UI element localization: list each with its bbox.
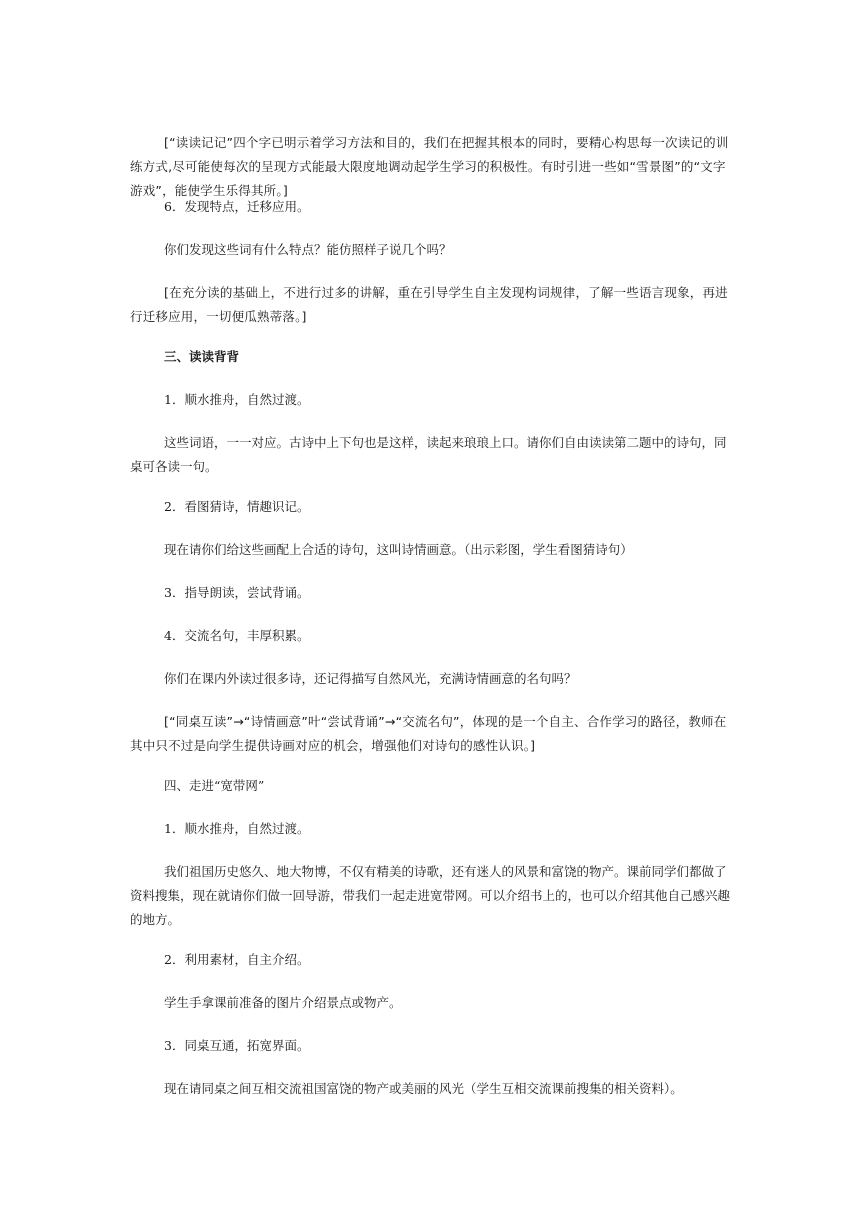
- step-heading: 6．发现特点，迁移应用。: [164, 199, 310, 214]
- body-paragraph: 我们祖国历史悠久、地大物博，不仅有精美的诗歌，还有迷人的风景和富饶的物产。课前同学们都做了资料搜集，现在就请你们做一回导游，带我们一起走进宽带网。可以介绍书上的，也可以介绍其他自己感兴趣的地方。: [130, 864, 731, 927]
- body-paragraph: 这些词语，一一对应。古诗中上下句也是这样，读起来琅琅上口。请你们自由读读第二题中的诗句，同桌可各读一句。: [130, 435, 727, 474]
- teaching-note-paragraph: [“读读记记”四个字已明示着学习方法和目的，我们在把握其根本的同时，要精心构思每一次读记的训练方式,尽可能使每次的呈现方式能最大限度地调动起学生学习的积极性。有时引进一些如“雪景图”的“文字游戏”，能使学生乐得其所。]: [130, 135, 729, 198]
- step-heading: 2．利用素材，自主介绍。: [164, 952, 310, 967]
- step-heading: 3．同桌互通，拓宽界面。: [164, 1038, 310, 1053]
- body-paragraph: 你们在课内外读过很多诗，还记得描写自然风光，充满诗情画意的名句吗？: [164, 671, 577, 686]
- teaching-note-paragraph: [在充分读的基础上，不进行过多的讲解，重在引导学生自主发现构词规律，了解一些语言现象，再进行迁移应用，一切便瓜熟蒂落。]: [130, 285, 728, 324]
- step-heading: 2．看图猜诗，情趣识记。: [164, 499, 310, 514]
- step-heading: 4．交流名句，丰厚积累。: [164, 628, 310, 643]
- body-paragraph: 现在请同桌之间互相交流祖国富饶的物产或美丽的风光（学生互相交流课前搜集的相关资料）。: [164, 1081, 683, 1096]
- section-heading: 三、读读背背: [164, 349, 240, 364]
- step-heading: 1．顺水推舟，自然过渡。: [164, 821, 310, 836]
- section-heading: 四、走进“宽带网”: [164, 778, 265, 793]
- body-paragraph: 现在请你们给这些画配上合适的诗句，这叫诗情画意。（出示彩图，学生看图猜诗句）: [164, 542, 633, 557]
- step-heading: 3．指导朗读，尝试背诵。: [164, 585, 310, 600]
- body-paragraph: 学生手拿课前准备的图片介绍景点或物产。: [164, 995, 402, 1010]
- body-paragraph: 你们发现这些词有什么特点？能仿照样子说几个吗？: [164, 242, 452, 257]
- step-heading: 1．顺水推舟，自然过渡。: [164, 392, 310, 407]
- teaching-note-paragraph: [“同桌互读”→“诗情画意”叶“尝试背诵”→“交流名句”，体现的是一个自主、合作学习的路径，教师在其中只不过是向学生提供诗画对应的机会，增强他们对诗句的感性认识。]: [130, 714, 727, 753]
